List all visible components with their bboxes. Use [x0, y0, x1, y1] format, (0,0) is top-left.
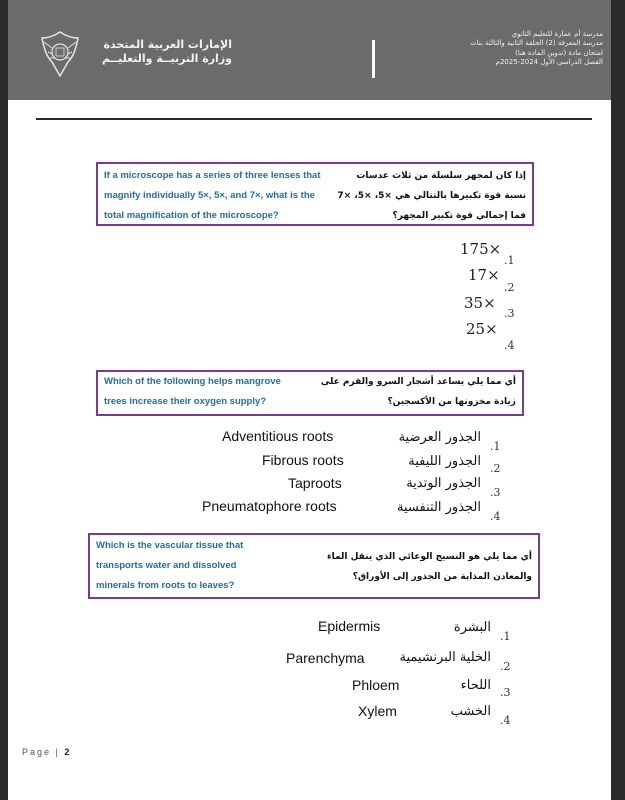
question-3-box: [88, 533, 540, 599]
page-footer: Page | 2: [22, 747, 70, 757]
question-1-ar-line: إذا كان لمجهر سلسلة من ثلاث عدسات: [356, 171, 526, 181]
option-arabic: الجذور الليفية: [408, 454, 481, 469]
option-arabic: الجذور الوتدية: [406, 476, 481, 491]
question-2-ar-line: زيادة مخزونها من الأكسجين؟: [387, 397, 516, 407]
school-line: مدرسة المعرفة (2) الحلقة الثانية والثالثة بنات: [469, 39, 603, 48]
option-number: .3: [504, 307, 515, 320]
question-3-en-line: minerals from roots to leaves?: [96, 580, 235, 591]
option-value: 175×: [460, 240, 502, 258]
question-1-en-line: total magnification of the microscope?: [104, 210, 279, 221]
page-number: 2: [64, 747, 70, 757]
option-english: Xylem: [358, 703, 397, 719]
header-divider: [372, 40, 375, 78]
uae-name: الإمارات العربية المتحدة: [103, 38, 232, 51]
header-rule: [36, 118, 592, 120]
option-number: .1: [504, 254, 515, 267]
option-arabic: الجذور التنفسية: [397, 500, 481, 515]
option-english: Pneumatophore roots: [202, 498, 337, 514]
question-3-ar-line: أي مما يلي هو النسيج الوعائي الذي ينقل الماء: [327, 552, 532, 562]
question-2-en-line: trees increase their oxygen supply?: [104, 396, 267, 407]
question-3-en-line: Which is the vascular tissue that: [96, 540, 244, 551]
option-english: Adventitious roots: [222, 428, 334, 444]
school-info: [383, 30, 603, 68]
option-value: 25×: [466, 320, 498, 338]
question-2-box: [96, 370, 524, 416]
question-3-ar-line: والمعادن المذابة من الجذور إلى الأوراق؟: [352, 572, 532, 582]
option-english: Fibrous roots: [262, 452, 344, 468]
question-1-ar-line: فما إجمالي قوة تكبير المجهر؟: [392, 211, 526, 221]
option-value: 35×: [464, 294, 496, 312]
option-arabic: الجذور العرضية: [398, 430, 481, 445]
page-header: [8, 0, 611, 100]
option-english: Phloem: [352, 677, 400, 693]
school-line: الفصل الدراسي الأول 2024-2025م: [495, 58, 603, 67]
option-english: Taproots: [288, 475, 342, 491]
option-number: .2: [504, 281, 515, 294]
exam-page: [8, 0, 611, 800]
option-arabic: الخلية البرنشيمية: [399, 650, 491, 665]
option-number: .4: [500, 714, 511, 727]
question-1-en-line: If a microscope has a series of three lenses that: [104, 170, 321, 181]
option-number: .3: [500, 686, 511, 699]
question-1-ar-line: نسبة قوة تكبيرها بالتتالي هي ×5، ×5، ×7: [337, 191, 526, 201]
question-1-en-line: magnify individually 5×, 5×, and 7×, what is the: [104, 190, 315, 201]
option-arabic: اللحاء: [460, 678, 491, 693]
footer-label: Page: [22, 747, 52, 757]
question-1-box: [96, 162, 534, 226]
option-arabic: البشرة: [453, 620, 491, 635]
option-number: .1: [500, 630, 511, 643]
school-line: امتحان مادة (تدوين المادة هنا): [515, 48, 603, 57]
option-number: .2: [490, 462, 501, 475]
uae-emblem-icon: [38, 28, 82, 80]
option-english: Epidermis: [318, 618, 381, 634]
option-number: .4: [490, 510, 501, 523]
question-2-ar-line: أي مما يلي يساعد أشجار السرو والقرم على: [320, 377, 516, 387]
option-value: 17×: [468, 266, 500, 284]
option-number: .1: [490, 440, 501, 453]
option-number: .2: [500, 660, 511, 673]
ministry-name: وزارة التربيــة والتعليــم: [101, 52, 232, 65]
option-english: Parenchyma: [286, 650, 365, 666]
question-3-en-line: transports water and dissolved: [96, 560, 237, 571]
question-2-en-line: Which of the following helps mangrove: [104, 376, 281, 387]
option-number: .4: [504, 339, 515, 352]
option-arabic: الخشب: [450, 704, 491, 719]
option-number: .3: [490, 486, 501, 499]
school-line: مدرسة أم عمارة للتعليم الثانوي: [511, 30, 603, 38]
